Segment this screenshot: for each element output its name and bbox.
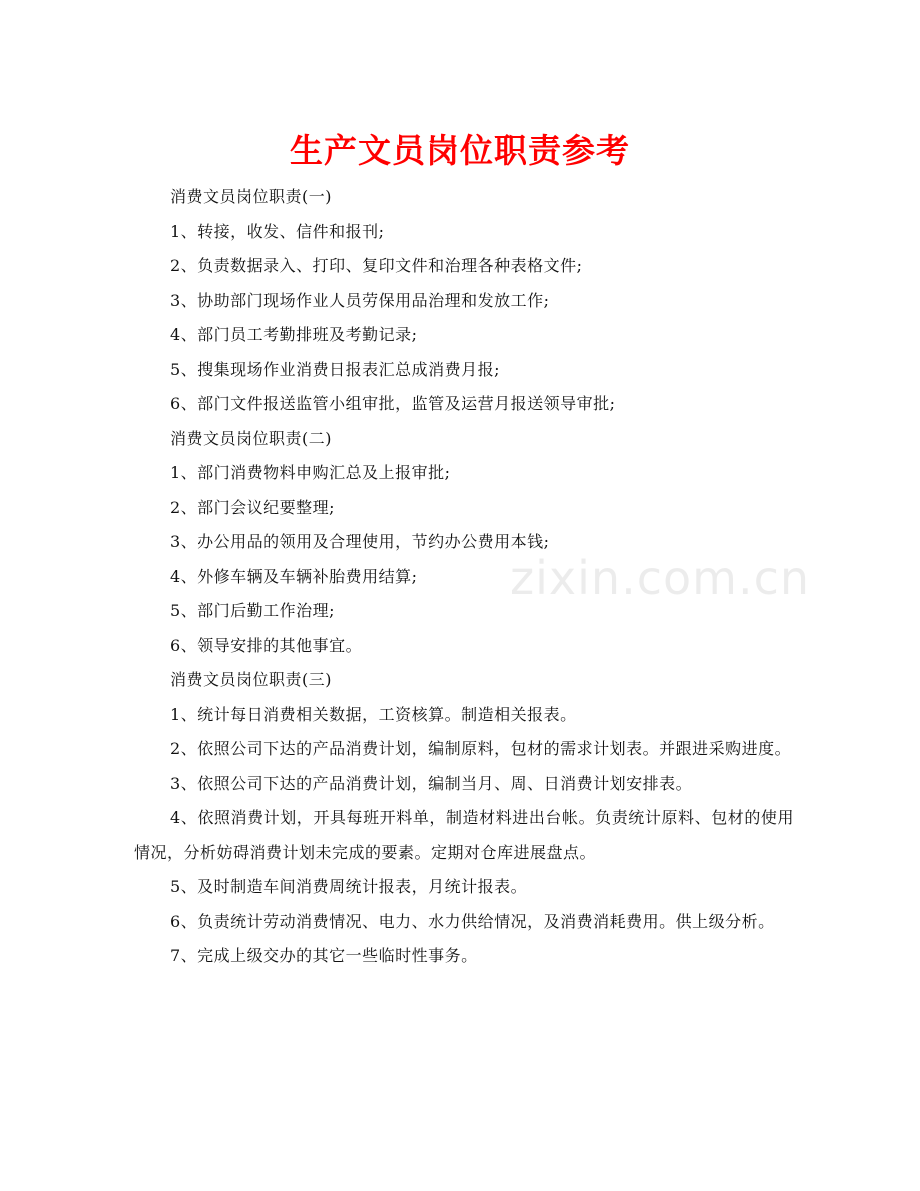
section-heading-1: 消费文员岗位职责(一) <box>170 187 332 206</box>
duty-item: 6、负责统计劳动消费情况、电力、水力供给情况，及消费消耗费用。供上级分析。 <box>170 911 775 931</box>
duty-item: 2、负责数据录入、打印、复印文件和治理各种表格文件; <box>170 256 583 275</box>
duty-item: 4、依照消费计划，开具每班开料单，制造材料进出台帐。负责统计原料、包材的使用情况，分析妨碍消费计划未完成的要素。定期对仓库进展盘点。 <box>134 808 794 862</box>
document-title: 生产文员岗位职责参考 <box>290 131 630 170</box>
duty-item: 6、领导安排的其他事宜。 <box>170 635 363 655</box>
duty-item: 1、部门消费物料申购汇总及上报审批; <box>170 463 451 482</box>
document-body <box>134 180 794 974</box>
duty-item: 2、依照公司下达的产品消费计划，编制原料，包材的需求计划表。并跟进采购进度。 <box>170 739 792 758</box>
duty-item: 3、依照公司下达的产品消费计划，编制当月、周、日消费计划安排表。 <box>170 773 693 793</box>
duty-item: 2、部门会议纪要整理; <box>170 497 336 517</box>
duty-item: 3、协助部门现场作业人员劳保用品治理和发放工作; <box>170 290 550 310</box>
section-heading-3: 消费文员岗位职责(三) <box>170 670 332 689</box>
duty-item: 1、转接，收发、信件和报刊; <box>170 221 385 241</box>
section-heading-2: 消费文员岗位职责(二) <box>170 428 332 448</box>
duty-item: 4、外修车辆及车辆补胎费用结算; <box>170 566 418 586</box>
duty-item: 1、统计每日消费相关数据，工资核算。制造相关报表。 <box>170 704 577 724</box>
duty-item: 5、部门后勤工作治理; <box>170 601 336 620</box>
duty-item: 5、及时制造车间消费周统计报表，月统计报表。 <box>170 877 528 896</box>
duty-item: 7、完成上级交办的其它一些临时性事务。 <box>170 946 478 965</box>
duty-item: 3、办公用品的领用及合理使用，节约办公费用本钱; <box>170 532 550 551</box>
duty-item: 5、搜集现场作业消费日报表汇总成消费月报; <box>170 359 501 379</box>
watermark: zixin.com.cn <box>510 551 811 605</box>
duty-item: 4、部门员工考勤排班及考勤记录; <box>170 325 418 344</box>
duty-item: 6、部门文件报送监管小组审批，监管及运营月报送领导审批; <box>170 394 616 413</box>
